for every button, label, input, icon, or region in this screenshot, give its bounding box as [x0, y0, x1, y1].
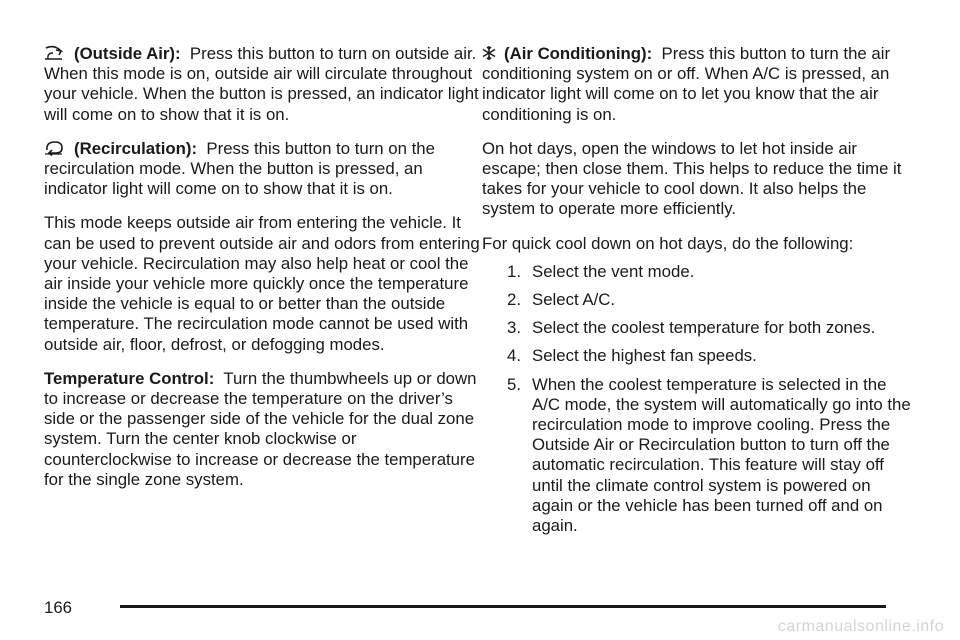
list-item — [482, 318, 912, 338]
snowflake-icon — [482, 45, 496, 61]
step-number: 2. — [507, 290, 521, 310]
footer-divider — [120, 605, 886, 608]
left-column — [44, 44, 484, 504]
step-text: Select the vent mode. — [532, 261, 695, 281]
watermark: carmanualsonline.info — [777, 618, 944, 635]
recirculation-icon — [44, 140, 64, 156]
quick-cool-steps — [482, 262, 912, 536]
quick-cool-intro: For quick cool down on hot days, do the following: — [482, 233, 854, 253]
outside-air-icon — [44, 45, 64, 61]
recirculation-paragraph — [44, 139, 484, 200]
recirculation-body: Press this button to turn on the recirculation mode. When the button is pressed, an indicator light will come on to show that it is on. — [44, 138, 435, 199]
step-number: 5. — [507, 374, 521, 394]
step-text: When the coolest temperature is selected in the A/C mode, the system will automatically go into the recirculation mode to improve cooling. Press the Outside Air or Recirculation button to turn off the automatic recirculation. This feature will stay off until the climate control system is powered on again or the vehicle has been turned off and on again. — [532, 374, 911, 536]
list-item — [482, 290, 912, 310]
hot-days-paragraph: On hot days, open the windows to let hot inside air escape; then close them. This helps to reduce the time it takes for your vehicle to cool down. It also helps the system to operate more efficiently. — [482, 138, 902, 219]
temperature-control-heading: Temperature Control: — [44, 368, 215, 388]
step-text: Select the highest fan speeds. — [532, 346, 757, 366]
step-number: 3. — [507, 318, 521, 338]
step-text: Select the coolest temperature for both zones. — [532, 318, 876, 338]
recirculation-explanation: This mode keeps outside air from entering the vehicle. It can be used to prevent outside air and odors from entering your vehicle. Recirculation may also help heat or cool the air inside your vehicle more quickly once the temperature inside the vehicle is equal to or better than the outside temperature. The recirculation mode cannot be used with outside air, floor, defrost, or defogging modes. — [44, 213, 480, 354]
step-number: 4. — [507, 346, 521, 366]
step-text: Select A/C. — [532, 290, 616, 310]
right-column — [482, 44, 912, 544]
list-item — [482, 346, 912, 366]
outside-air-paragraph — [44, 44, 484, 125]
recirculation-heading: (Recirculation): — [74, 138, 198, 158]
page-number: 166 — [44, 598, 72, 617]
temperature-control-paragraph — [44, 369, 484, 490]
outside-air-body: Press this button to turn on outside air. When this mode is on, outside air will circulate throughout your vehicle. When the button is pressed, an indicator light will come on to show that it is on. — [44, 44, 479, 124]
air-conditioning-paragraph — [482, 44, 912, 125]
outside-air-heading: (Outside Air): — [74, 44, 181, 63]
air-conditioning-heading: (Air Conditioning): — [504, 44, 653, 63]
step-number: 1. — [507, 261, 521, 281]
list-item — [482, 375, 912, 537]
temperature-control-body: Turn the thumbwheels up or down to increase or decrease the temperature on the driver’s side or the passenger side of the vehicle for the dual zone system. Turn the center knob clockwise or counterclockwise to increase or decrease the temperature for the single zone system. — [44, 368, 477, 489]
list-item — [482, 262, 912, 282]
air-conditioning-body: Press this button to turn the air conditioning system on or off. When A/C is pressed, an indicator light will come on to let you know that the air conditioning is on. — [482, 44, 891, 124]
